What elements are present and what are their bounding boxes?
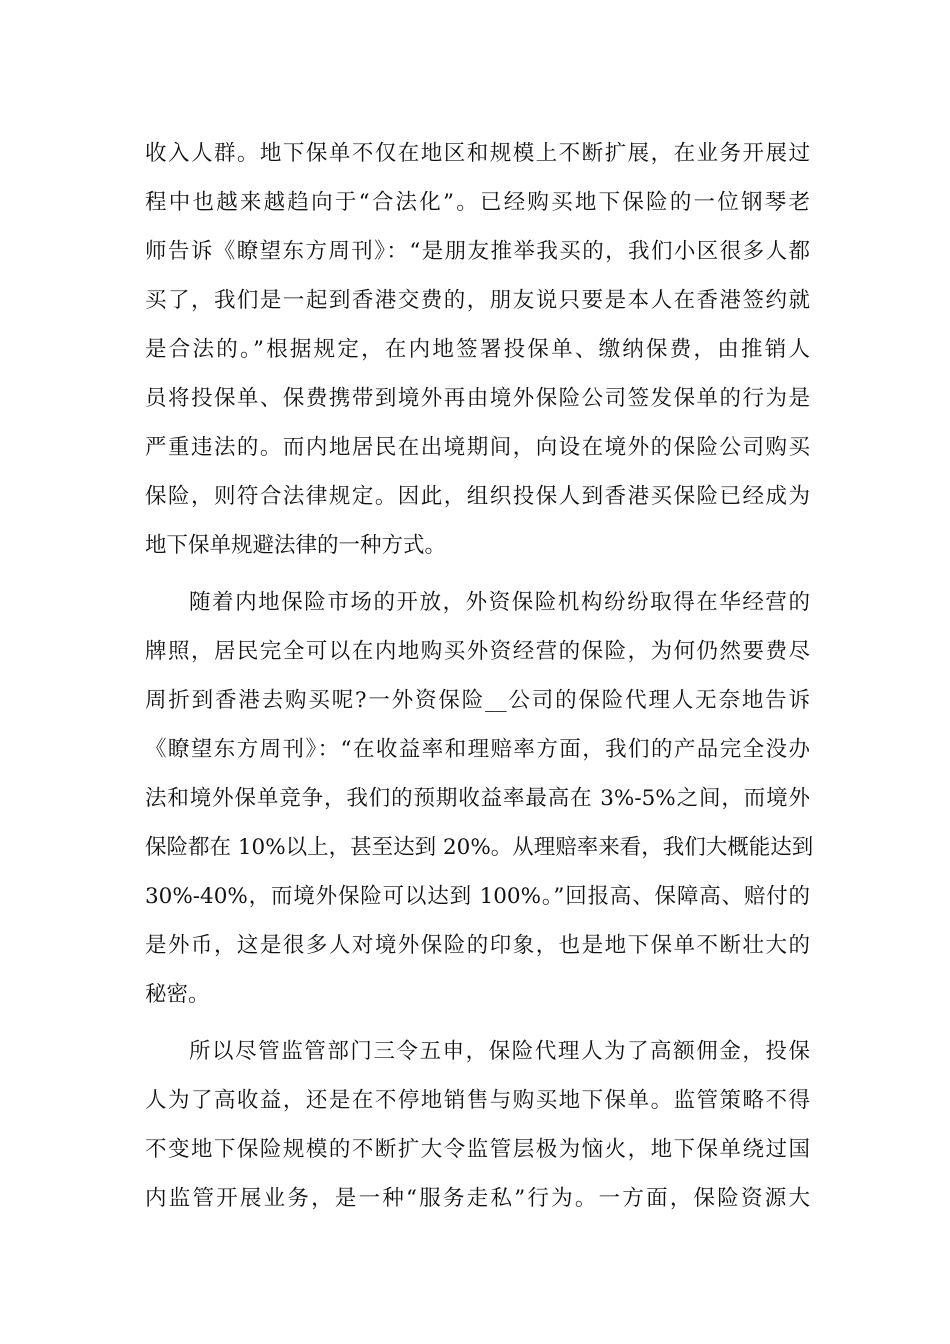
text-line: 不变地下保险规模的不断扩大令监管层极为恼火，地下保单绕过国 (145, 1137, 810, 1162)
text-line: 收入人群。地下保单不仅在地区和规模上不断扩展，在业务开展过 (145, 141, 810, 166)
paragraph-spacer (145, 570, 810, 578)
text-line: 程中也越来越趋向于“合法化”。已经购买地下保险的一位钢琴老 (145, 190, 810, 215)
paragraph-2 (145, 578, 814, 1019)
text-line: 内监管开展业务，是一种“服务走私”行为。一方面，保险资源大 (145, 1186, 810, 1211)
text-line: 是合法的。”根据规定，在内地签署投保单、缴纳保费，由推销人 (145, 337, 810, 362)
text-line: 保险，则符合法律规定。因此，组织投保人到香港买保险已经成为 (145, 484, 810, 509)
text-line: 是外币，这是很多人对境外保险的印象，也是地下保单不断壮大的 (145, 933, 810, 958)
text-line: 《瞭望东方周刊》：“在收益率和理赔率方面，我们的产品完全没办 (145, 737, 810, 762)
text-line: 地下保单规避法律的一种方式。 (145, 533, 447, 558)
text-line: 师告诉《瞭望东方周刊》：“是朋友推举我买的，我们小区很多人都 (145, 239, 810, 264)
text-line: 法和境外保单竞争，我们的预期收益率最高在 3%-5%之间，而境外 (145, 786, 810, 811)
text-line: 员将投保单、保费携带到境外再由境外保险公司签发保单的行为是 (145, 386, 810, 411)
text-line: 周折到香港去购买呢?一外资保险__公司的保险代理人无奈地告诉 (145, 688, 810, 713)
document-body (145, 129, 814, 1223)
text-line: 严重违法的。而内地居民在出境期间，向设在境外的保险公司购买 (145, 435, 810, 460)
text-line: 所以尽管监管部门三令五申，保险代理人为了高额佣金，投保 (189, 1039, 810, 1064)
text-line: 随着内地保险市场的开放，外资保险机构纷纷取得在华经营的 (189, 590, 810, 615)
paragraph-1 (145, 129, 810, 570)
paragraph-3 (145, 1027, 810, 1223)
text-line: 秘密。 (145, 982, 210, 1007)
text-line: 牌照，居民完全可以在内地购买外资经营的保险，为何仍然要费尽 (145, 639, 810, 664)
text-line: 30%-40%，而境外保险可以达到 100%。”回报高、保障高、赔付的 (145, 884, 810, 909)
text-line: 保险都在 10%以上，甚至达到 20%。从理赔率来看，我们大概能达到 (145, 835, 814, 860)
text-line: 买了，我们是一起到香港交费的，朋友说只要是本人在香港签约就 (145, 288, 810, 313)
text-line: 人为了高收益，还是在不停地销售与购买地下保单。监管策略不得 (145, 1088, 810, 1113)
paragraph-spacer (145, 1019, 810, 1027)
